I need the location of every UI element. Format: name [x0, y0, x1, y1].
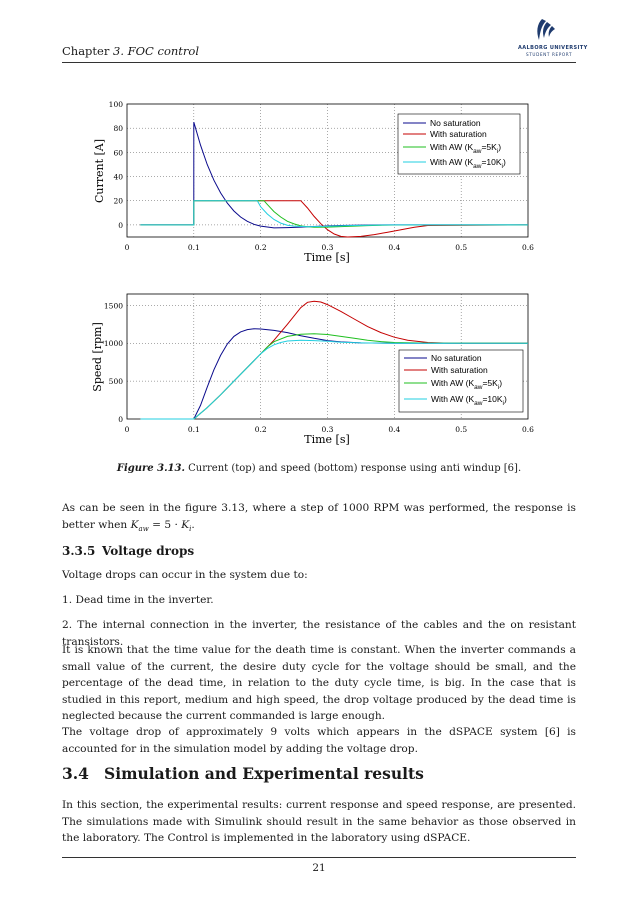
footer-rule — [62, 857, 576, 858]
logo-subtitle: STUDENT REPORT — [526, 52, 573, 57]
wave-logo-icon — [506, 16, 578, 46]
legend-aw10: With AW $(K_{aw}=10K_i)$ — [430, 157, 506, 170]
series-line-with-aw-k-aw-5k-i — [140, 201, 528, 228]
y-tick-label: 0 — [118, 415, 123, 424]
x-tick-label: 0.1 — [187, 425, 200, 434]
legend-with-saturation: With saturation — [431, 365, 488, 375]
legend-aw10: With AW $(K_{aw}=10K_i)$ — [431, 394, 507, 407]
series-line-with-saturation — [140, 201, 528, 237]
paragraph-2: Voltage drops can occur in the system due to: — [62, 569, 308, 581]
x-tick-label: 0.6 — [522, 425, 534, 434]
y-tick-label: 1500 — [103, 301, 123, 311]
paragraph-1: As can be seen in the figure 3.13, where a step of 1000 RPM was performed, the response is better when $K_{aw} = 5 \cdot K_i$. — [62, 502, 576, 533]
paragraph-4: The voltage drop of approximately 9 volts which appears in the dSPACE system [6] is accounted for in the simulation model by adding the voltage drop. — [62, 726, 576, 755]
page-number: 21 — [312, 862, 326, 874]
chapter-title: 3. FOC control — [113, 44, 199, 58]
subsection-title: Voltage drops — [102, 544, 195, 558]
figure-label: Figure 3.13. — [116, 463, 185, 474]
y-tick-label: 80 — [113, 124, 123, 134]
university-logo — [506, 16, 588, 60]
legend-aw5: With AW $(K_{aw}=5K_i)$ — [430, 142, 502, 155]
current-chart — [62, 96, 576, 266]
x-tick-label: 0.3 — [321, 425, 334, 434]
x-tick-label: 0.4 — [388, 243, 401, 252]
section-number: 3.4 — [62, 764, 89, 783]
running-header — [62, 44, 199, 58]
logo-name: AALBORG UNIVERSITY — [518, 45, 588, 51]
paragraph-5: In this section, the experimental results: current response and speed response, are presented. The simulations made with Simulink should result in the same behavior as those observed in the laboratory. The Control is implemented in the laboratory using dSPACE. — [62, 799, 576, 844]
x-tick-label: 0 — [124, 425, 130, 434]
y-axis-label: Current [A] — [93, 138, 106, 204]
x-tick-label: 0.3 — [321, 243, 334, 252]
legend-no-saturation: No saturation — [430, 118, 481, 128]
list-item: 2. The internal connection in the inverter, the resistance of the cables and the on resistant transistors. — [62, 619, 576, 648]
legend — [399, 350, 523, 412]
subsection-heading — [62, 544, 194, 558]
y-tick-label: 100 — [108, 100, 123, 109]
header-rule — [62, 62, 576, 63]
caption-text: Current (top) and speed (bottom) response using anti windup [6]. — [184, 463, 522, 474]
x-axis-label: Time [s] — [304, 251, 350, 264]
subsection-number: 3.3.5 — [62, 544, 96, 558]
y-tick-label: 20 — [113, 196, 123, 206]
legend-with-saturation: With saturation — [430, 129, 487, 139]
legend-aw5: With AW $(K_{aw}=5K_i)$ — [431, 378, 503, 391]
x-tick-label: 0.1 — [187, 243, 200, 252]
y-tick-labels — [104, 301, 123, 424]
x-tick-label: 0.6 — [522, 243, 534, 252]
figure-caption — [62, 463, 576, 474]
y-axis-label: Speed [rpm] — [91, 322, 104, 392]
y-tick-label: 40 — [113, 172, 123, 182]
x-tick-label: 0.2 — [254, 425, 267, 434]
list-item: 1. Dead time in the inverter. — [62, 594, 214, 606]
legend — [398, 114, 520, 174]
series-line-with-aw-k-aw-10k-i — [140, 201, 528, 227]
x-axis-label: Time [s] — [304, 433, 350, 446]
legend-no-saturation: No saturation — [431, 353, 482, 363]
y-tick-label: 1000 — [103, 339, 123, 349]
y-tick-label: 500 — [108, 377, 123, 387]
x-tick-label: 0.4 — [388, 425, 401, 434]
x-tick-label: 0.5 — [455, 425, 468, 434]
x-tick-label: 0.5 — [455, 243, 468, 252]
section-title: Simulation and Experimental results — [104, 764, 424, 783]
chapter-prefix: Chapter — [62, 44, 110, 58]
y-tick-labels — [109, 100, 124, 230]
x-tick-label: 0.2 — [254, 243, 267, 252]
y-tick-label: 0 — [118, 220, 123, 230]
speed-chart — [62, 286, 576, 450]
section-heading — [62, 764, 424, 783]
y-tick-label: 60 — [113, 148, 123, 158]
paragraph-3: It is known that the time value for the death time is constant. When the inverter commands a small value of the current, the desire duty cycle for the voltage should be small, and the percentage of the dead time, in relation to the duty cycle time, is big. In the case that is studied in this report, medium and high speed, the drop voltage produced by the dead time is neglected because the current commanded is large enough. — [62, 644, 576, 722]
x-tick-label: 0 — [124, 243, 130, 252]
